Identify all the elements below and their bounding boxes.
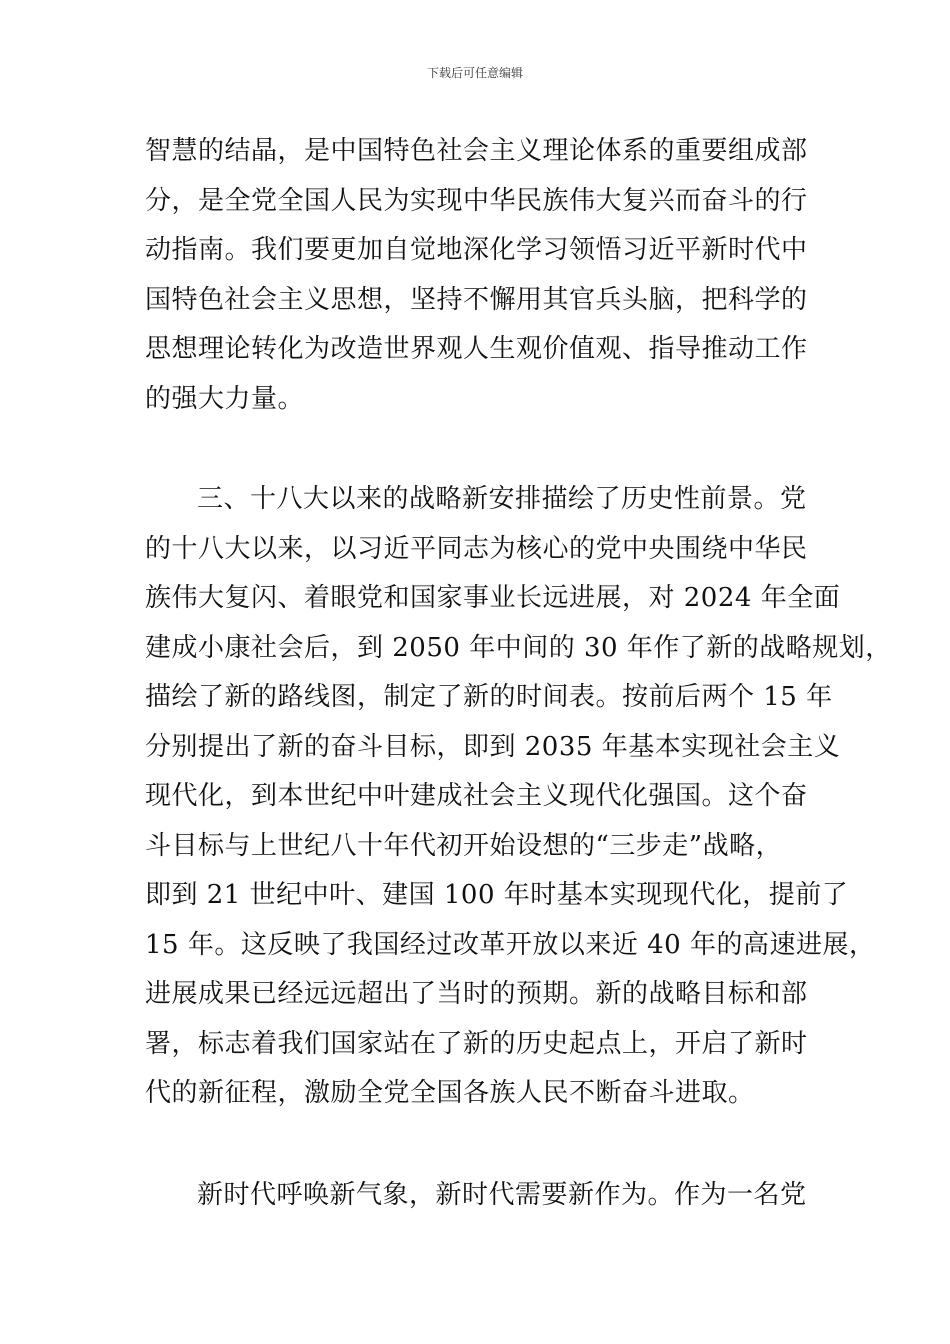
paragraph-line: 的十八大以来，以习近平同志为核心的党中央围绕中华民 <box>145 533 808 564</box>
page-header-note: 下载后可任意编辑 <box>426 66 523 80</box>
paragraph-line: 斗目标与上世纪八十年代初开始设想的“三步走”战略， <box>145 830 783 861</box>
paragraph-3 <box>145 1171 825 1221</box>
paragraph-line: 分，是全党全国人民为实现中华民族伟大复兴而奋斗的行 <box>145 185 808 216</box>
paragraph-line: 现代化，到本世纪中叶建成社会主义现代化强国。这个奋 <box>145 781 808 811</box>
paragraph-line: 描绘了新的路线图，制定了新的时间表。按前后两个 15 年 <box>145 682 833 712</box>
paragraph-line: 即到 21 世纪中叶、建国 100 年时基本实现现代化，提前了 <box>145 880 849 910</box>
paragraph-line: 的强大力量。 <box>145 383 305 414</box>
paragraph-line: 思想理论转化为改造世界观人生观价值观、指导推动工作 <box>145 334 808 364</box>
paragraph-line: 分别提出了新的奋斗目标，即到 2035 年基本实现社会主义 <box>145 731 841 762</box>
paragraph-line: 建成小康社会后，到 2050 年中间的 30 年作了新的战略规划， <box>145 632 892 663</box>
paragraph-line: 进展成果已经远远超出了当时的预期。新的战略目标和部 <box>145 979 808 1009</box>
paragraph-line: 三、十八大以来的战略新安排描绘了历史性前景。党 <box>197 484 807 514</box>
paragraph-line: 15 年。这反映了我国经过改革开放以来近 40 年的高速进展， <box>145 929 876 960</box>
paragraph-line: 智慧的结晶，是中国特色社会主义理论体系的重要组成部 <box>145 136 808 166</box>
paragraph-line: 新时代呼唤新气象，新时代需要新作为。作为一名党 <box>197 1180 807 1210</box>
paragraph-line: 署，标志着我们国家站在了新的历史起点上，开启了新时 <box>145 1028 808 1059</box>
paragraph-1 <box>145 127 825 424</box>
paragraph-line: 族伟大复闪、着眼党和国家事业长远进展，对 2024 年全面 <box>145 583 841 613</box>
paragraph-line: 代的新征程，激励全党全国各族人民不断奋斗进取。 <box>145 1078 755 1108</box>
paragraph-line: 动指南。我们要更加自觉地深化学习领悟习近平新时代中 <box>145 235 808 265</box>
paragraph-2 <box>145 475 892 1119</box>
paragraph-line: 国特色社会主义思想，坚持不懈用其官兵头脑，把科学的 <box>145 284 808 315</box>
